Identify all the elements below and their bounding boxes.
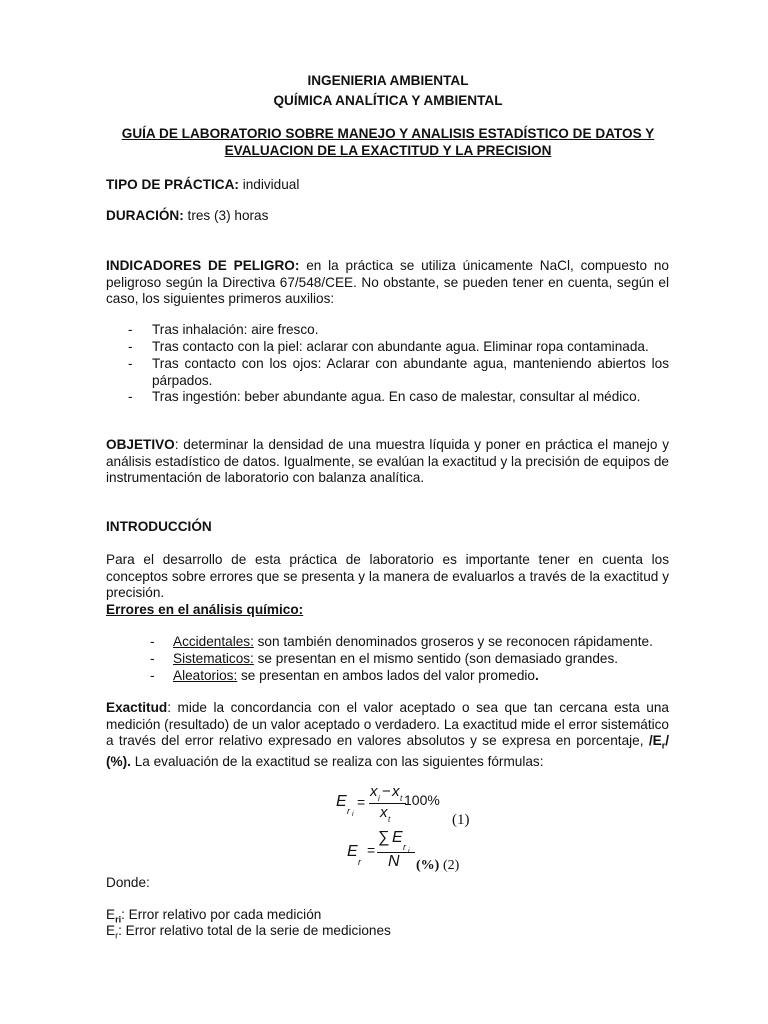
exactitud-label: Exactitud bbox=[106, 700, 168, 715]
equation-number-2: (2) bbox=[443, 858, 460, 873]
errores-heading: Errores en el análisis químico: bbox=[106, 602, 304, 617]
header-subtitle: QUÍMICA ANALÍTICA Y AMBIENTAL bbox=[273, 93, 503, 108]
duracion bbox=[106, 208, 669, 225]
donde-label: Donde: bbox=[106, 875, 150, 890]
duracion-value: tres (3) horas bbox=[183, 208, 269, 223]
objetivo-text: : determinar la densidad de una muestra líquida y poner en práctica el manejo y análisis estadístico de datos. Igualmente, se evalúan la exactitud y la precisión de equipos de instrumentación de laboratorio con balanza analítica. bbox=[106, 437, 669, 485]
objetivo-label: OBJETIVO bbox=[106, 437, 175, 452]
introduccion-heading: INTRODUCCIÓN bbox=[106, 519, 212, 534]
document-page: INGENIERIA AMBIENTAL QUÍMICA ANALÍTICA Y AMBIENTAL GUÍA DE LABORATORIO SOBRE MANEJO Y ANALISIS ESTADÍSTICO DE DATOS Y EVALUACION DE LA EXACTITUD Y LA PRECISION TIPO DE PRÁCTICA: individual DURACIÓN: tres (3) horas INDICADORES DE PELIGRO: en la práctica se utiliza únicamente NaCl, compuesto no peligroso según la Directiva 67/548/CEE. No obstante, se pueden tener en cuenta, según el caso, los siguientes primeros auxilios: - Tras inhalación: aire fresco. - Tras contacto con la piel: aclarar con abundante agua. Eliminar ropa contaminada. - Tras contacto con los ojos: Aclarar con abundante agua, manteniendo abiertos los párpados. - Tras ingestión: beber abundante agua. En caso de malestar, consultar al médico. OBJETIVO: determinar la densidad de una muestra líquida y poner en práctica el manejo y análisis estadístico de datos. Igualmente, se evalúan la exactitud y la precisión de equipos de instrumentación de laboratorio con balanza analítica. INTRODUCCIÓN Para el desarrollo de esta práctica de laboratorio es importante tener en cuenta los conceptos sobre errores que se presenta y la manera de evaluarlos a través de la exactitud y precisión. Errores en el análisis químico: - Accidentales: son también denominados groseros y se reconocen rápidamente. - Sistematicos: se presentan en el mismo sentido (son demasiado grandes. - Aleatorios: se presentan en ambos lados del valor promedio. Exactitud: mide la concordancia con el valor aceptado o sea que tan cercana esta una medición (resultado) de un valor aceptado o verdadero. La exactitud mide el error sistemático a través del error relativo expresado en valores absolutos y se expresa en porcentaje, $/E_r/$ (%). La evaluación de la exactitud se realiza con las siguientes fórmulas: E r i = x i − x t x t 100% (1) E r = ∑ E r N (%) (2) Donde: $E_{ri}$: Error relativo por cada medición $E_r$: Error relativo total de la serie de mediciones bbox=[0, 0, 768, 1024]
introduccion-text: Para el desarrollo de esta práctica de laboratorio es importante tener en cuenta los conceptos sobre errores que se presenta y la manera de evaluarlos a través de la exactitud y precisión. bbox=[106, 552, 669, 600]
indicadores-text: en la práctica se utiliza únicamente NaCl, compuesto no peligroso según la Directiva 67/548/CEE. No obstante, se pueden tener en cuenta, según el caso, los siguientes primeros auxilios: bbox=[106, 258, 669, 306]
formula2-unit: (%) bbox=[416, 858, 440, 873]
exactitud-paragraph: Exactitud: mide la concordancia con el valor aceptado o sea que tan cercana esta una medición (resultado) de un valor aceptado o verdadero. La exactitud mide el error sistemático a través del error relativo expresado en valores absolutos y se expresa en porcentaje, $/E_r/$ (%). La evaluación de la exactitud se realiza con las siguientes fórmulas: bbox=[106, 700, 669, 770]
formula-relative-error: E r i = x i − x t x t 100% bbox=[336, 783, 440, 824]
equation-number-1: (1) bbox=[452, 812, 470, 828]
indicadores-paragraph bbox=[106, 258, 669, 308]
indicadores-label: INDICADORES DE PELIGRO: bbox=[106, 258, 300, 273]
guide-title-line2: EVALUACION DE LA EXACTITUD Y LA PRECISION bbox=[224, 143, 552, 158]
tipo-label: TIPO DE PRÁCTICA: bbox=[106, 177, 239, 192]
definition-item: $E_r$: Error relativo total de la serie de mediciones bbox=[106, 923, 391, 941]
duracion-label: DURACIÓN: bbox=[106, 208, 184, 223]
objetivo-paragraph bbox=[106, 437, 669, 487]
guide-title-line1: GUÍA DE LABORATORIO SOBRE MANEJO Y ANALISIS ESTADÍSTICO DE DATOS Y bbox=[121, 126, 655, 141]
tipo-value: individual bbox=[238, 177, 300, 192]
header-title: INGENIERIA AMBIENTAL bbox=[307, 73, 469, 88]
definition-item: $E_{ri}$: Error relativo por cada medición bbox=[106, 907, 322, 925]
formula-total-error: E r = ∑ E r N bbox=[347, 830, 507, 876]
tipo-practica bbox=[106, 177, 669, 194]
